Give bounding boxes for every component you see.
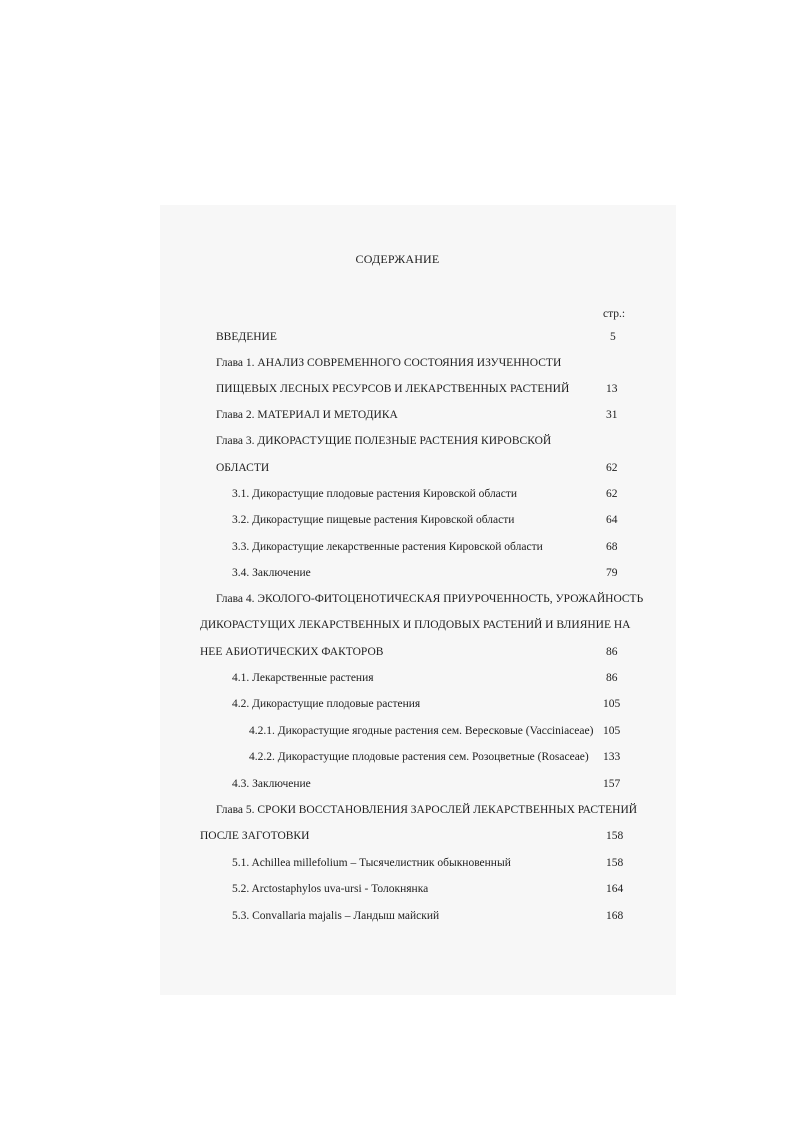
toc-page-number: 31 — [606, 409, 618, 421]
toc-entry-section-3-4: 3.4. Заключение — [232, 567, 311, 579]
toc-entry-section-4-1: 4.1. Лекарственные растения — [232, 672, 374, 684]
toc-entry-chapter-3-cont: ОБЛАСТИ — [216, 462, 270, 474]
toc-page-number: 79 — [606, 567, 618, 579]
toc-page-number: 133 — [603, 751, 621, 763]
toc-page-number: 157 — [603, 778, 621, 790]
toc-page-number: 168 — [606, 910, 624, 922]
toc-page-number: 105 — [603, 725, 621, 737]
toc-entry-chapter-2: Глава 2. МАТЕРИАЛ И МЕТОДИКА — [216, 409, 398, 421]
toc-entry-chapter-4-cont: ДИКОРАСТУЩИХ ЛЕКАРСТВЕННЫХ И ПЛОДОВЫХ РАСТЕНИЙ И ВЛИЯНИЕ НА — [200, 619, 631, 631]
toc-entry-section-4-2-1: 4.2.1. Дикорастущие ягодные растения сем. Вересковые (Vacciniaceae) — [249, 725, 594, 737]
toc-entry-section-4-3: 4.3. Заключение — [232, 778, 311, 790]
toc-entry-section-3-2: 3.2. Дикорастущие пищевые растения Кировской области — [232, 514, 515, 526]
toc-page-number: 5 — [610, 331, 616, 343]
toc-page-number: 164 — [606, 883, 624, 895]
toc-page-number: 64 — [606, 514, 618, 526]
toc-entry-section-4-2-2: 4.2.2. Дикорастущие плодовые растения сем. Розоцветные (Rosaceae) — [249, 751, 589, 763]
toc-entry-section-5-3: 5.3. Convallaria majalis – Ландыш майский — [232, 910, 440, 922]
toc-entry-chapter-5: Глава 5. СРОКИ ВОССТАНОВЛЕНИЯ ЗАРОСЛЕЙ ЛЕКАРСТВЕННЫХ РАСТЕНИЙ — [216, 804, 638, 816]
toc-entry-chapter-3: Глава 3. ДИКОРАСТУЩИЕ ПОЛЕЗНЫЕ РАСТЕНИЯ КИРОВСКОЙ — [216, 435, 552, 447]
toc-page-number: 68 — [606, 541, 618, 553]
toc-entry-section-5-2: 5.2. Arctostaphylos uva-ursi - Толокнянка — [232, 883, 429, 895]
toc-page-number: 105 — [603, 698, 621, 710]
toc-entry-chapter-4: Глава 4. ЭКОЛОГО-ФИТОЦЕНОТИЧЕСКАЯ ПРИУРОЧЕННОСТЬ, УРОЖАЙНОСТЬ — [216, 593, 644, 605]
toc-entry-section-4-2: 4.2. Дикорастущие плодовые растения — [232, 698, 421, 710]
toc-page-number: 13 — [606, 383, 618, 395]
toc-entry-chapter-1-cont: ПИЩЕВЫХ ЛЕСНЫХ РЕСУРСОВ И ЛЕКАРСТВЕННЫХ РАСТЕНИЙ — [216, 383, 570, 395]
toc-page-number: 62 — [606, 488, 618, 500]
toc-page-number: 158 — [606, 857, 624, 869]
toc-page-number: 86 — [606, 672, 618, 684]
toc-entry-introduction: ВВЕДЕНИЕ — [216, 331, 277, 343]
toc-entry-section-3-3: 3.3. Дикорастущие лекарственные растения Кировской области — [232, 541, 543, 553]
toc-page-number: 86 — [606, 646, 618, 658]
toc-entry-section-5-1: 5.1. Achillea millefolium – Тысячелистник обыкновенный — [232, 857, 511, 869]
page-title: СОДЕРЖАНИЕ — [355, 252, 440, 266]
toc-entry-chapter-1: Глава 1. АНАЛИЗ СОВРЕМЕННОГО СОСТОЯНИЯ ИЗУЧЕННОСТИ — [216, 357, 562, 369]
page-column-header: стр.: — [603, 308, 626, 320]
toc-entry-chapter-4-cont: НЕЕ АБИОТИЧЕСКИХ ФАКТОРОВ — [200, 646, 384, 658]
toc-entry-section-3-1: 3.1. Дикорастущие плодовые растения Кировской области — [232, 488, 518, 500]
toc-page-number: 62 — [606, 462, 618, 474]
toc-entry-chapter-5-cont: ПОСЛЕ ЗАГОТОВКИ — [200, 830, 310, 842]
toc-page-number: 158 — [606, 830, 624, 842]
